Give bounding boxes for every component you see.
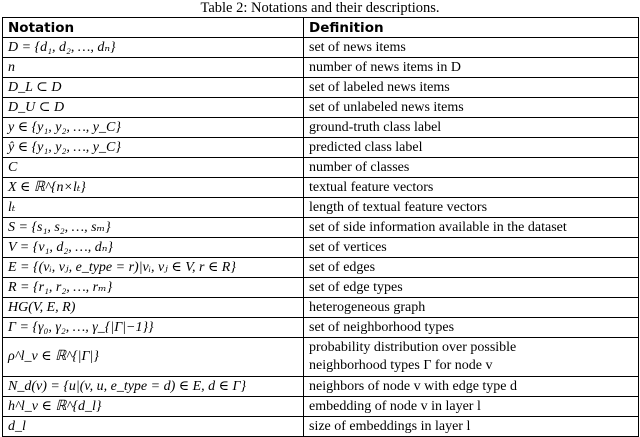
table-row	[3, 338, 639, 377]
notation-cell: h^l_v ∈ ℝ^{d_l}	[3, 397, 304, 417]
notation-cell: Γ = {γ₀, γ₂, …, γ_{|Γ|−1}}	[3, 318, 304, 338]
table-row	[3, 138, 639, 158]
definition-cell: size of embeddings in layer l	[304, 417, 639, 437]
definition-cell: number of news items in D	[304, 58, 639, 78]
notation-cell: S = {s₁, s₂, …, sₘ}	[3, 218, 304, 238]
notation-cell: y ∈ {y₁, y₂, …, y_C}	[3, 118, 304, 138]
notation-table	[2, 17, 639, 437]
notation-cell: V = {v₁, d₂, …, dₙ}	[3, 238, 304, 258]
table-row	[3, 377, 639, 397]
notation-cell: D_U ⊂ D	[3, 98, 304, 118]
notation-cell: N_d(v) = {u|(v, u, e_type = d) ∈ E, d ∈ Γ}	[3, 377, 304, 397]
definition-cell: set of vertices	[304, 238, 639, 258]
notation-cell: C	[3, 158, 304, 178]
table-body	[3, 38, 639, 437]
definition-cell: set of labeled news items	[304, 78, 639, 98]
notation-cell: ŷ ∈ {y₁, y₂, …, y_C}	[3, 138, 304, 158]
notation-cell: R = {r₁, r₂, …, rₘ}	[3, 278, 304, 298]
table-row	[3, 58, 639, 78]
definition-cell: length of textual feature vectors	[304, 198, 639, 218]
notation-cell: n	[3, 58, 304, 78]
definition-cell: textual feature vectors	[304, 178, 639, 198]
table-row	[3, 318, 639, 338]
definition-cell: ground-truth class label	[304, 118, 639, 138]
definition-cell: set of neighborhood types	[304, 318, 639, 338]
header-definition: Definition	[304, 18, 639, 38]
notation-cell: lₜ	[3, 198, 304, 218]
definition-cell: set of edge types	[304, 278, 639, 298]
definition-cell: set of edges	[304, 258, 639, 278]
definition-cell: probability distribution over possible neighborhood types Γ for node v	[304, 338, 639, 377]
notation-cell: D_L ⊂ D	[3, 78, 304, 98]
table-row	[3, 78, 639, 98]
table-row	[3, 397, 639, 417]
table-row	[3, 98, 639, 118]
table-row	[3, 38, 639, 58]
definition-cell: set of unlabeled news items	[304, 98, 639, 118]
notation-cell: X ∈ ℝ^{n×lₜ}	[3, 178, 304, 198]
table-row	[3, 278, 639, 298]
notation-cell: ρ^l_v ∈ ℝ^{|Γ|}	[3, 338, 304, 377]
header-notation: Notation	[3, 18, 304, 38]
definition-cell: number of classes	[304, 158, 639, 178]
table-row	[3, 258, 639, 278]
notation-cell: d_l	[3, 417, 304, 437]
table-row	[3, 218, 639, 238]
table-row	[3, 417, 639, 437]
table-row	[3, 238, 639, 258]
definition-cell: neighbors of node v with edge type d	[304, 377, 639, 397]
definition-cell: set of news items	[304, 38, 639, 58]
table-row	[3, 118, 639, 138]
definition-cell: predicted class label	[304, 138, 639, 158]
notation-cell: D = {d₁, d₂, …, dₙ}	[3, 38, 304, 58]
definition-cell: set of side information available in the dataset	[304, 218, 639, 238]
table-row	[3, 158, 639, 178]
notation-cell: HG(V, E, R)	[3, 298, 304, 318]
header-row	[3, 18, 639, 38]
definition-cell: embedding of node v in layer l	[304, 397, 639, 417]
table-caption: Table 2: Notations and their descriptions.	[200, 0, 440, 16]
definition-cell: heterogeneous graph	[304, 298, 639, 318]
table-row	[3, 178, 639, 198]
notation-cell: E = {(vᵢ, vⱼ, e_type = r)|vᵢ, vⱼ ∈ V, r ∈ R}	[3, 258, 304, 278]
table-row	[3, 198, 639, 218]
table-row	[3, 298, 639, 318]
